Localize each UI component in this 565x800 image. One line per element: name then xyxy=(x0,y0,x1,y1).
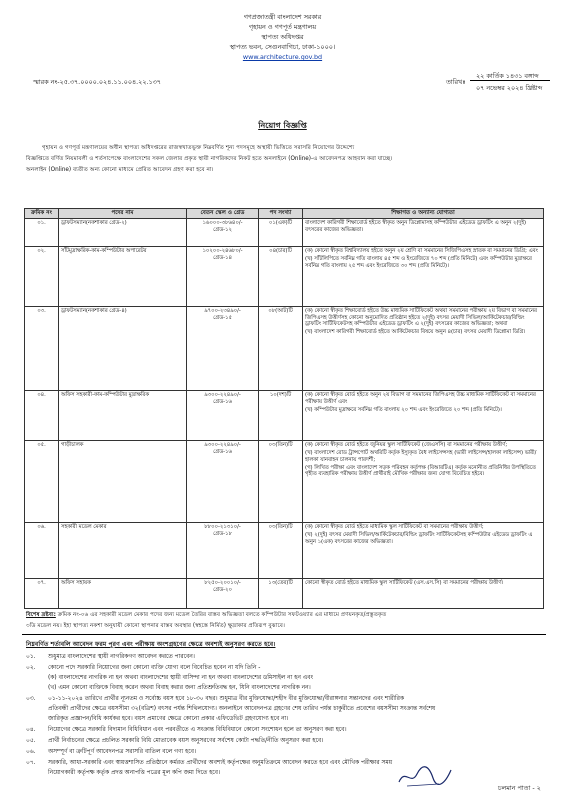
special-note-line-2: ৩ডি মডেল নয়। ইহা স্থাপত্য নকশা অনুযায়ী কোনো স্থাপনার বাস্তব অবস্থার (স্বহস্তে নির্মিত) ক্ষুদ্রাকার প্রতিরূপ বুঝাবে। xyxy=(26,623,285,629)
row-serial: ০১. xyxy=(25,218,59,246)
intro-line-1: গৃহায়ন ও গণপূর্ত মন্ত্রণালয়ের অধীন স্থাপত্য অধিদপ্তরের রাজস্বখাতভুক্ত নিম্নবর্ণিত শূন্য পদসমূহে অস্থায়ী ভিত্তিতে সরাসরি নিয়োগের উদ্দেশ্যে xyxy=(42,145,355,151)
special-note-label: বিশেষ দ্রষ্টব্য: xyxy=(26,612,56,618)
row-qualification: (ক) কোনো স্বীকৃত বিশ্ববিদ্যালয় হইতে অনুন ২য় শ্রেণি বা সমমানের সিজিপিএসহ স্নাতক বা সমমানের ডিগ্রি; এবং (খ) সাঁটলিপিতে সর্বনিম্ন গতি বাংলায় ৪৫ শব্দ ও ইংরেজিতে ৭০ শব্দ (প্রতি মিনিটে) এবং কম্পিউটার মুদ্রাক্ষরে সর্বনিম্ন গতি বাংলায় ২৫ শব্দ এবং ইংরেজিতে ৩০ শব্দ (প্রতি মিনিটে)। xyxy=(303,246,544,306)
condition-text: (ক) বাংলাদেশের নাগরিক না হন অথবা বাংলাদেশের স্থায়ী বাসিন্দা না হন অথবা বাংলাদেশের ডমিসাইল না হন এবং xyxy=(48,675,314,681)
condition-text: (খ) এমন কোনো ব্যক্তিকে বিবাহ করেন অথবা বিবাহ করার জন্য প্রতিশ্রুতিবদ্ধ হন, যিনি বাংলাদেশের নাগরিক নন। xyxy=(48,685,311,691)
row-post: সহকারী মডেল মেকার xyxy=(59,522,187,578)
date-label: তারিখঃ xyxy=(446,78,466,86)
memo-number: স্মারক নং-২৫.৩৭.০০০০.০২৪.১১.০০৪.২২.১৩৭ xyxy=(33,78,161,86)
condition-number: ০৫. xyxy=(26,738,36,744)
header-ministry: গৃহায়ন ও গণপূর্ত মন্ত্রণালয় xyxy=(248,23,317,31)
table-row xyxy=(25,218,544,246)
row-post: ড্রাফটসম্যান(নকশাকার গ্রেড-২) xyxy=(59,218,187,246)
row-count: ০৩(তিন)টি xyxy=(259,440,303,522)
row-qualification: বাংলাদেশ কারিগরী শিক্ষাবোর্ড হইতে স্বীকৃত অনুন ডিপ্লোমাসহ কম্পিউটার এইডেড ড্রাফটিং এ অনুন ২(দুই) বৎসরের কাজের অভিজ্ঞতা। xyxy=(303,218,544,246)
condition-text: কোনো পদে সরকারি নিয়োগের জন্য কোনো ব্যক্তি যোগ্য বলে বিবেচিত হবেন না যদি তিনি - xyxy=(48,665,261,671)
row-count: ১৩(তের)টি xyxy=(259,578,303,608)
row-serial: ০৪. xyxy=(25,390,59,440)
special-note-line-1: বিশেষ দ্রষ্টব্য: ক্রমিক নং-০৬ এর সহকারী মডেল মেকার পদের জন্য মডেল তৈরির বাস্তব অভিজ্ঞতা বলতে কম্পিউটার সফটওয়্যার এর মাধ্যমে প্রণয়নকৃত/প্রস্তুতকৃত xyxy=(26,612,387,618)
condition-number: ০১. xyxy=(26,654,36,660)
row-count: ০৮(আট)টি xyxy=(259,306,303,390)
date-english: ০৭ নভেম্বর ২০২৪ খ্রিষ্টাব্দ xyxy=(476,84,543,92)
row-serial: ০৫. xyxy=(25,440,59,522)
row-post: গাড়ীচালক xyxy=(59,440,187,522)
row-qualification: (ক) কোনো স্বীকৃত শিক্ষাবোর্ড হইতে উচ্চ মাধ্যমিক সার্টিফিকেট অথবা সমমানের পরীক্ষায় ২য় বিভাগ বা সমমানের জিপিএসহ উত্তীর্ণসহ কোনো অনুমোদিত প্রতিষ্ঠান হইতে ২(দুই) বৎসর মেয়াদী সিভিল/আর্কিটেকচার/বিল্ডিং ড্রাফটিং সার্টিফিকেটসহ কম্পিউটার এইডেড ড্রাফটিং এ ২(দুই) বৎসরের কাজের অভিজ্ঞতা; অথবা (খ) বাংলাদেশ কারিগরী শিক্ষাবোর্ড হইতে আর্কিটেকচার বিষয়ে অনুন ৪(চার) বৎসর মেয়াদী ডিপ্লোমা ডিগ্রি। xyxy=(303,306,544,390)
header-govt: গণপ্রজাতন্ত্রী বাংলাদেশ সরকার xyxy=(243,13,322,21)
row-serial: ০২. xyxy=(25,246,59,306)
table-row xyxy=(25,246,544,306)
condition-text: নিয়োগকারী কর্তৃপক্ষ কর্তৃক প্রদত্ত অনাপত্তি পত্রের মূল কপি জমা দিতে হবে। xyxy=(48,770,221,776)
row-qualification: (ক) কোনো স্বীকৃত বোর্ড হইতে জুনিয়র স্কুল সার্টিফিকেট (জেএসসি) বা সমমানের পরীক্ষায় উত্তীর্ণ; (খ) বাংলাদেশ রোড ট্রান্সপোর্ট অথরিটি কর্তৃক ইস্যুকৃত বৈধ লাইসেন্সসহ (ভারী লাইসেন্স/হালকা লাইসেন্স) ভারী/হালকা যানবাহন চালনায় পারদর্শী; (গ) লিখিত পরীক্ষা এবং বাংলাদেশ সড়ক পরিবহন কর্তৃপক্ষ (বিআরটিএ) কর্তৃক মনোনীত প্রতিনিধির উপস্থিতিতে গৃহীত ব্যবহারিক পরীক্ষায় উত্তীর্ণ প্রার্থীরাই মৌখিক পরীক্ষার জন্য যোগ্য বিবেচিত হইবে। xyxy=(303,440,544,522)
row-count: ০১(এক)টি xyxy=(259,218,303,246)
row-scale: ৮২৫০-২০০১০/- গ্রেড-২০ xyxy=(187,578,259,608)
table-row xyxy=(25,440,544,522)
conditions-title: নিম্নবর্ণিত শর্তাবলি আবেদন ফরম পূরণ এবং পরীক্ষায় অংশগ্রহণের ক্ষেত্রে অবশ্যই অনুসরণ করতে হবে। xyxy=(26,641,276,648)
row-serial: ০৭. xyxy=(25,578,59,608)
table-header-row xyxy=(25,209,544,219)
vacancy-table xyxy=(24,208,544,609)
row-count: ০৪(চার)টি xyxy=(259,246,303,306)
header-department: স্থাপত্য অধিদপ্তর xyxy=(261,33,304,41)
date-divider xyxy=(470,80,550,81)
header-count: পদ সংখ্যা xyxy=(259,209,303,219)
row-post: ড্রাফটসম্যান(নকশাকার গ্রেড-৪) xyxy=(59,306,187,390)
table-row xyxy=(25,522,544,578)
row-qualification: (ক) কোনো স্বীকৃত বোর্ড হইতে অনুন ২য় বিভাগ বা সমমানের জিপিএসহ উচ্চ মাধ্যমিক সার্টিফিকেট বা সমমানের পরীক্ষায় উত্তীর্ণ এবং (খ) কম্পিউটার মুদ্রাক্ষরে সর্বনিম্ন গতি বাংলায় ২০ শব্দ এবং ইংরেজিতে ২০ শব্দ (প্রতি মিনিটে)। xyxy=(303,390,544,440)
header-scale: বেতন স্কেল ও গ্রেড xyxy=(187,209,259,219)
website-link[interactable]: www.architecture.gov.bd xyxy=(242,53,323,61)
condition-text: প্রতিবন্ধী প্রার্থীদের ক্ষেত্রে বয়সসীমা ৩২(বত্রিশ) বৎসর পর্যন্ত শিথিলযোগ্য। অনলাইনে আবেদনপত্র গ্রহণের শেষ তারিখ পর্যন্ত চাকুরীতে প্রবেশের বয়সসীমা সংক্রান্ত সর্বশেষ xyxy=(48,706,436,712)
row-scale: ১৬০০০-৩৮৬৪০/- গ্রেড-১২ xyxy=(187,218,259,246)
row-scale: ৮৮০০-২১৩১০/- গ্রেড-১৮ xyxy=(187,522,259,578)
header-qualification: শিক্ষাগত ও অন্যান্য যোগ্যতা xyxy=(303,209,544,219)
condition-number: ০৪. xyxy=(26,727,36,733)
row-scale: ৯৭০০-২৩৪৯০/- গ্রেড-১৫ xyxy=(187,306,259,390)
row-post: অফিস সহকারী-কাম-কম্পিউটার মুদ্রাক্ষরিক xyxy=(59,390,187,440)
condition-text: ০১-১১-২০২৪ তারিখে প্রার্থীর ন্যূনতম ও সর্বোচ্চ বয়স হবে ১৮-৩০ বছর। শুধুমাত্র বীর মুক্তিযোদ্ধা/শহীদ বীর মুক্তিযোদ্ধা/বীরাঙ্গনার সন্তানদের এবং শারীরিক xyxy=(48,696,404,702)
row-count: ০৩(তিন)টি xyxy=(259,522,303,578)
row-serial: ০৩. xyxy=(25,306,59,390)
row-post: সাঁটমুদ্রাক্ষরিক-কাম-কম্পিউটার অপারেটর xyxy=(59,246,187,306)
signature-icon xyxy=(395,760,455,790)
table-row xyxy=(25,306,544,390)
condition-text: অসম্পূর্ণ বা ত্রুটিপূর্ণ আবেদনপত্র সরাসরি বাতিল বলে গণ্য হবে। xyxy=(48,749,196,755)
row-count: ১০(দশ)টি xyxy=(259,390,303,440)
header-serial: ক্রমিক নং xyxy=(25,209,59,219)
table-row xyxy=(25,390,544,440)
page-title: নিয়োগ বিজ্ঞপ্তি xyxy=(258,121,307,130)
row-scale: ৯৩০০-২২৪৯০/- গ্রেড-১৬ xyxy=(187,390,259,440)
condition-text: শুধুমাত্র বাংলাদেশের স্থায়ী নাগরিকগণ আবেদন করতে পারবেন। xyxy=(48,654,195,660)
header-address: স্থাপত্য ভবন, সেগুনবাগিচা, ঢাকা-১০০০। xyxy=(229,43,336,51)
intro-line-3: অনলাইন (Online) ব্যতীত অন্য কোনো মাধ্যমে প্রেরিত আবেদন গ্রহণ করা হবে না। xyxy=(26,167,214,173)
row-serial: ০৬. xyxy=(25,522,59,578)
condition-text: সরকারি, আধা-সরকারি এবং স্বায়ত্তশাসিত প্রতিষ্ঠানে কর্মরত প্রার্থীদের অবশ্যই কর্তৃপক্ষের অনুমতিক্রমে আবেদন করতে হবে এবং মৌখিক পরীক্ষার সময় xyxy=(48,760,393,766)
table-row xyxy=(25,578,544,608)
row-scale: ৯৩০০-২২৪৯০/- গ্রেড-১৬ xyxy=(187,440,259,522)
row-scale: ১০২০০-২৪৬৮০/- গ্রেড-১৪ xyxy=(187,246,259,306)
condition-number: ০২. xyxy=(26,665,36,671)
condition-text: নিয়োগের ক্ষেত্রে সরকারি বিদ্যমান বিধিবিধান এবং পরবর্তীতে এ সংক্রান্ত বিধিবিধানে কোনো সংশোধন হলে তা অনুসরণ করা হবে। xyxy=(48,727,347,733)
row-qualification: কোনো স্বীকৃত বোর্ড হইতে মাধ্যমিক স্কুল সার্টিফিকেট (এস.এস.সি) বা সমমানের পরীক্ষায় উত্তীর্ণ। xyxy=(303,578,544,608)
condition-text: প্রার্থী নির্বাচনের ক্ষেত্রে প্রচলিত সরকারি বিধি মোতাবেক বয়স অনুসরণের সর্বশেষ কোটা পদ্ধতি/নীতি অনুসরণ করা হবে। xyxy=(48,738,324,744)
header-post: পদের নাম xyxy=(59,209,187,219)
condition-number: ০৭. xyxy=(26,760,36,766)
row-post: অফিস সহায়ক xyxy=(59,578,187,608)
condition-number: ০৩. xyxy=(26,696,36,702)
condition-number: ০৬. xyxy=(26,749,36,755)
continued-page-label: চলমান পাতা - ২ xyxy=(498,784,541,792)
section-divider xyxy=(22,634,546,635)
row-qualification: (ক) কোনো স্বীকৃত বোর্ড হইতে মাধ্যমিক স্কুল সার্টিফিকেট বা সমমানের পরীক্ষায় উত্তীর্ণ; (খ) ২(দুই) বৎসর মেয়াদী সিভিল/আর্কিটেকচার/বিল্ডিং ড্রাফটিং সার্টিফিকেটসহ কম্পিউটার এইডেড ড্রাফটিং এ অনুন ১(এক) বৎসরের কাজের অভিজ্ঞতা। xyxy=(303,522,544,578)
intro-line-2: বিজ্ঞপ্তিতে বর্ণিত নিয়মাবলী ও শর্তসাপেক্ষে বাংলাদেশের সকল জেলার প্রকৃত স্থায়ী নাগরিকদের নিকট হতে অনলাইনে (Online)-এ আবেদনপত্র আহবান করা যাচ্ছে। xyxy=(26,156,393,162)
condition-text: জারিকৃত প্রজ্ঞাপন/বিধি কার্যকর হবে। বয়স প্রমাণের ক্ষেত্রে কোনো প্রকার এফিডেভিট গ্রহণযোগ্য হবে না। xyxy=(48,716,289,722)
date-bangla: ২২ কার্তিক ১৪৩১ বঙ্গাব্দ xyxy=(476,72,539,80)
